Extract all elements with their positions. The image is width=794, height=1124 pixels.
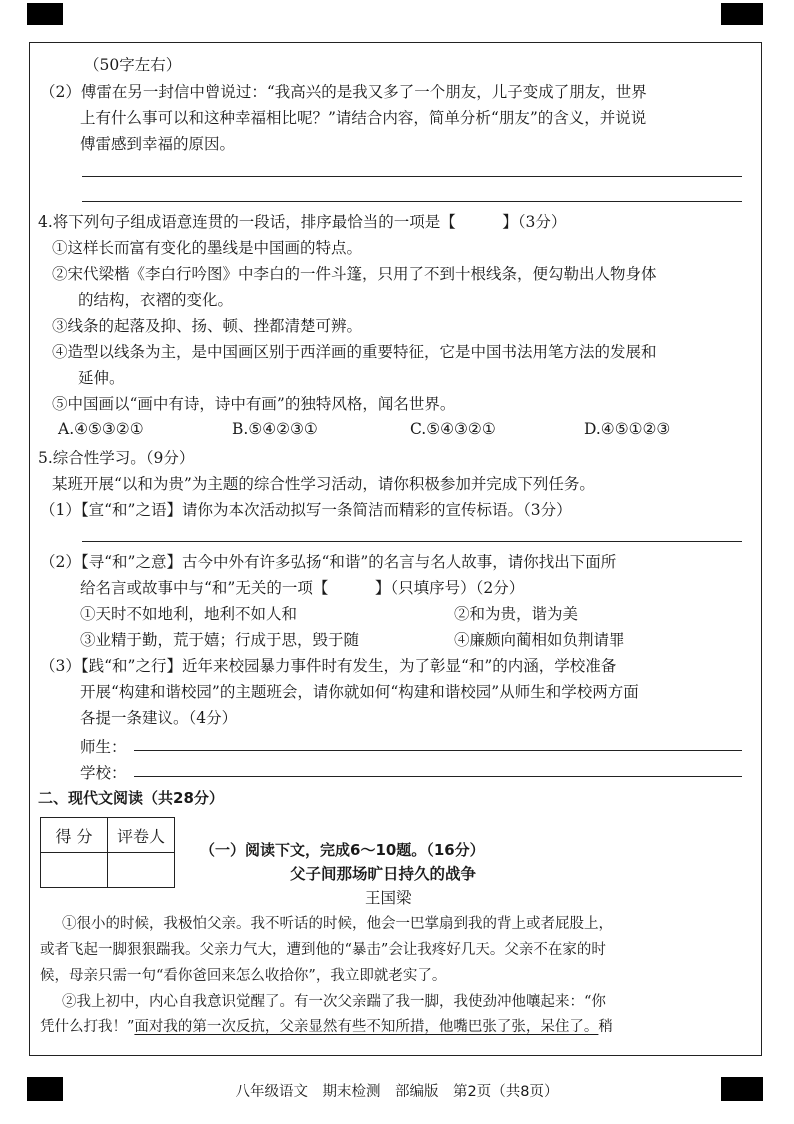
part2-sub-heading: （一）阅读下文，完成6～10题。（16分） [200, 841, 485, 859]
q4-choice-c[interactable]: C.⑤④③②① [410, 420, 496, 438]
article-author: 王国梁 [365, 889, 412, 907]
q5-sub3-line1: （3）【践“和”之行】近年来校园暴力事件时有发生，为了彰显“和”的内涵，学校准备 [40, 657, 617, 675]
q3-sub2-line3: 傅雷感到幸福的原因。 [80, 135, 236, 153]
article-title: 父子间那场旷日持久的战争 [290, 864, 477, 883]
grade-reviewer-cell[interactable] [108, 853, 175, 888]
grade-box [40, 817, 175, 888]
article-p2-underlined-sentence: 面对我的第一次反抗，父亲显然有些不知所措，他嘴巴张了张，呆住了。 [134, 1019, 599, 1035]
q5-teacher-answer-line[interactable] [134, 750, 742, 751]
article-p1-line1: ①很小的时候，我极怕父亲。我不听话的时候，他会一巴掌扇到我的背上或者屁股上， [62, 916, 613, 932]
grade-reviewer-label: 评卷人 [108, 818, 175, 853]
grade-score-label: 得 分 [41, 818, 108, 853]
q4-sentence-4-line2: 延伸。 [78, 369, 125, 387]
q5-teacher-label: 师生： [80, 738, 127, 756]
q5-stem: 5.综合性学习。（9分） [38, 449, 195, 467]
q4-sentence-2-line1: ②宋代梁楷《李白行吟图》中李白的一件斗篷，只用了不到十根线条，便勾勒出人物身体 [52, 265, 657, 283]
q5-sub2-line2: 给名言或故事中与“和”无关的一项【 】（只填序号）（2分） [80, 579, 525, 597]
q5-sub3-line3: 各提一条建议。（4分） [80, 709, 238, 727]
grade-score-cell[interactable] [41, 853, 108, 888]
q5-intro: 某班开展“以和为贵”为主题的综合性学习活动，请你积极参加并完成下列任务。 [52, 475, 595, 493]
q5-sub1: （1）【宣“和”之语】请你为本次活动拟写一条简洁而精彩的宣传标语。（3分） [40, 501, 572, 519]
q4-choice-b[interactable]: B.⑤④②③① [232, 420, 318, 438]
q4-choice-d[interactable]: D.④⑤①②③ [584, 420, 671, 438]
q5-option-3: ③业精于勤，荒于嬉；行成于思，毁于随 [80, 631, 360, 649]
q4-stem: 4.将下列句子组成语意连贯的一段话，排序最恰当的一项是【 】（3分） [38, 213, 567, 231]
page-footer: 八年级语文 期末检测 部编版 第2页（共8页） [235, 1084, 559, 1100]
registration-mark-top-right [721, 3, 763, 25]
q4-sentence-3: ③线条的起落及抑、扬、顿、挫都清楚可辨。 [52, 317, 363, 335]
registration-mark-top-left [27, 3, 63, 25]
article-p1-line2: 或者飞起一脚狠狠踹我。父亲力气大，遭到他的“暴击”会让我疼好几天。父亲不在家的时 [40, 942, 606, 958]
q5-sub3-line2: 开展“构建和谐校园”的主题班会，请你就如何“构建和谐校园”从师生和学校两方面 [80, 683, 639, 701]
q4-sentence-2-line2: 的结构，衣褶的变化。 [78, 291, 234, 309]
q4-choice-a[interactable]: A.④⑤③②① [58, 420, 144, 438]
q4-sentence-4-line1: ④造型以线条为主，是中国画区别于西洋画的重要特征，它是中国书法用笔方法的发展和 [52, 343, 657, 361]
article-p1-line3: 候，母亲只需一句“看你爸回来怎么收拾你”，我立即就老实了。 [40, 968, 447, 984]
q5-school-label: 学校： [80, 764, 127, 782]
q3-hint: （50字左右） [84, 56, 182, 74]
q3-sub2-line1: （2）傅雷在另一封信中曾说过：“我高兴的是我又多了一个朋友，儿子变成了朋友，世界 [40, 83, 647, 101]
q5-slogan-answer-line[interactable] [82, 541, 742, 542]
q5-sub2-line1: （2）【寻“和”之意】古今中外有许多弘扬“和谐”的名言与名人故事，请你找出下面所 [40, 553, 617, 571]
article-p2-line2 [40, 1017, 613, 1037]
article-p2-line2-end: 稍 [598, 1019, 613, 1035]
q3-sub2-line2: 上有什么事可以和这种幸福相比呢？”请结合内容，简单分析“朋友”的含义，并说说 [80, 109, 647, 127]
q3-answer-line-2[interactable] [82, 201, 742, 202]
q3-answer-line-1[interactable] [82, 176, 742, 177]
q4-sentence-1: ①这样长而富有变化的墨线是中国画的特点。 [52, 239, 363, 257]
q5-option-4: ④廉颇向蔺相如负荆请罪 [454, 631, 625, 649]
part2-heading: 二、现代文阅读（共28分） [38, 789, 224, 807]
q5-school-answer-line[interactable] [134, 776, 742, 777]
article-p2-line2-start: 凭什么打我！” [40, 1019, 135, 1035]
article-p2-line1: ②我上初中，内心自我意识觉醒了。有一次父亲踹了我一脚，我使劲冲他嚷起来：“你 [62, 994, 606, 1010]
q5-option-1: ①天时不如地利，地利不如人和 [80, 605, 298, 623]
q4-sentence-5: ⑤中国画以“画中有诗，诗中有画”的独特风格，闻名世界。 [52, 395, 456, 413]
q5-option-2: ②和为贵，谐为美 [454, 605, 579, 623]
